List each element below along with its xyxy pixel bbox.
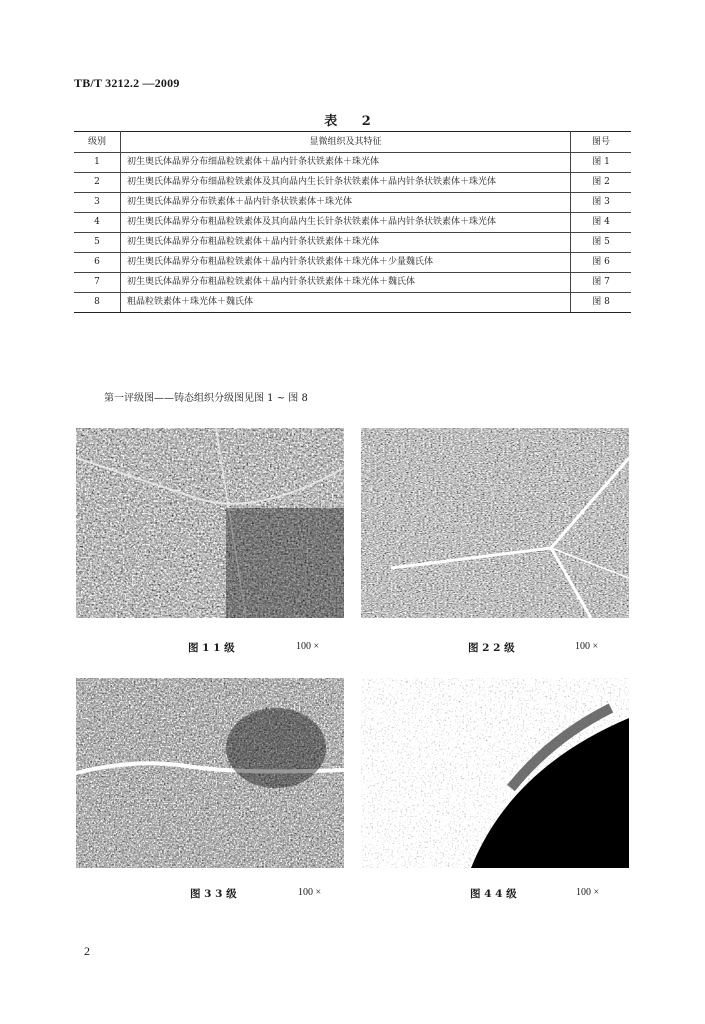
table-row — [74, 273, 631, 293]
figure-1-magnification: 100 × — [296, 641, 320, 652]
figure-cell: 图 4 — [571, 213, 632, 233]
figure-reference-note: 第一评级图——铸态组织分级图见图 1 ~ 图 8 — [104, 393, 308, 404]
figure-3-caption: 图 3 3 级 — [190, 888, 237, 900]
figure-cell: 图 7 — [571, 273, 632, 293]
description-cell: 初生奥氏体晶界分布粗晶粒铁素体＋晶内针条状铁素体＋珠光体＋少量魏氏体 — [121, 253, 571, 273]
micrograph-figure-3 — [76, 678, 344, 868]
page-number: 2 — [84, 944, 90, 958]
figure-2-caption: 图 2 2 级 — [468, 642, 515, 654]
grade-cell: 3 — [74, 193, 121, 213]
standard-number: TB/T 3212.2 —2009 — [74, 76, 180, 90]
grade-table — [74, 131, 631, 313]
description-cell: 初生奥氏体晶界分布细晶粒铁素体及其向晶内生长针条状铁素体＋晶内针条状铁素体＋珠光体 — [121, 173, 571, 193]
figure-3-magnification: 100 × — [298, 887, 322, 898]
table-title: 表 2 — [324, 114, 381, 129]
micrograph-figure-2 — [361, 428, 629, 618]
figure-cell: 图 1 — [571, 153, 632, 173]
grade-cell: 8 — [74, 293, 121, 313]
table-row — [74, 293, 631, 313]
figure-cell: 图 5 — [571, 233, 632, 253]
grade-cell: 7 — [74, 273, 121, 293]
grade-cell: 1 — [74, 153, 121, 173]
figure-4-magnification: 100 × — [576, 887, 600, 898]
table-header-row — [74, 132, 631, 153]
column-header-grade: 级别 — [74, 132, 121, 153]
micrograph-figure-1 — [76, 428, 344, 618]
figure-cell: 图 3 — [571, 193, 632, 213]
figure-cell: 图 6 — [571, 253, 632, 273]
description-cell: 初生奥氏体晶界分布粗晶粒铁素体及其向晶内生长针条状铁素体＋晶内针条状铁素体＋珠光体 — [121, 213, 571, 233]
grade-cell: 6 — [74, 253, 121, 273]
table-row — [74, 193, 631, 213]
figure-2-magnification: 100 × — [575, 641, 599, 652]
table-row — [74, 233, 631, 253]
column-header-description: 显微组织及其特征 — [121, 132, 571, 153]
table-row — [74, 173, 631, 193]
description-cell: 初生奥氏体晶界分布粗晶粒铁素体＋晶内针条状铁素体＋珠光体＋魏氏体 — [121, 273, 571, 293]
micrograph-figure-4 — [361, 678, 629, 868]
grade-cell: 4 — [74, 213, 121, 233]
figure-4-caption: 图 4 4 级 — [470, 888, 517, 900]
description-cell: 粗晶粒铁素体＋珠光体＋魏氏体 — [121, 293, 571, 313]
figure-cell: 图 8 — [571, 293, 632, 313]
column-header-figure: 图号 — [571, 132, 632, 153]
description-cell: 初生奥氏体晶界分布细晶粒铁素体＋晶内针条状铁素体＋珠光体 — [121, 153, 571, 173]
table-row — [74, 253, 631, 273]
table-row — [74, 153, 631, 173]
table-row — [74, 213, 631, 233]
description-cell: 初生奥氏体晶界分布粗晶粒铁素体＋晶内针条状铁素体＋珠光体 — [121, 233, 571, 253]
grade-cell: 5 — [74, 233, 121, 253]
figure-cell: 图 2 — [571, 173, 632, 193]
figure-1-caption: 图 1 1 级 — [188, 642, 235, 654]
description-cell: 初生奥氏体晶界分布铁素体＋晶内针条状铁素体＋珠光体 — [121, 193, 571, 213]
grade-cell: 2 — [74, 173, 121, 193]
